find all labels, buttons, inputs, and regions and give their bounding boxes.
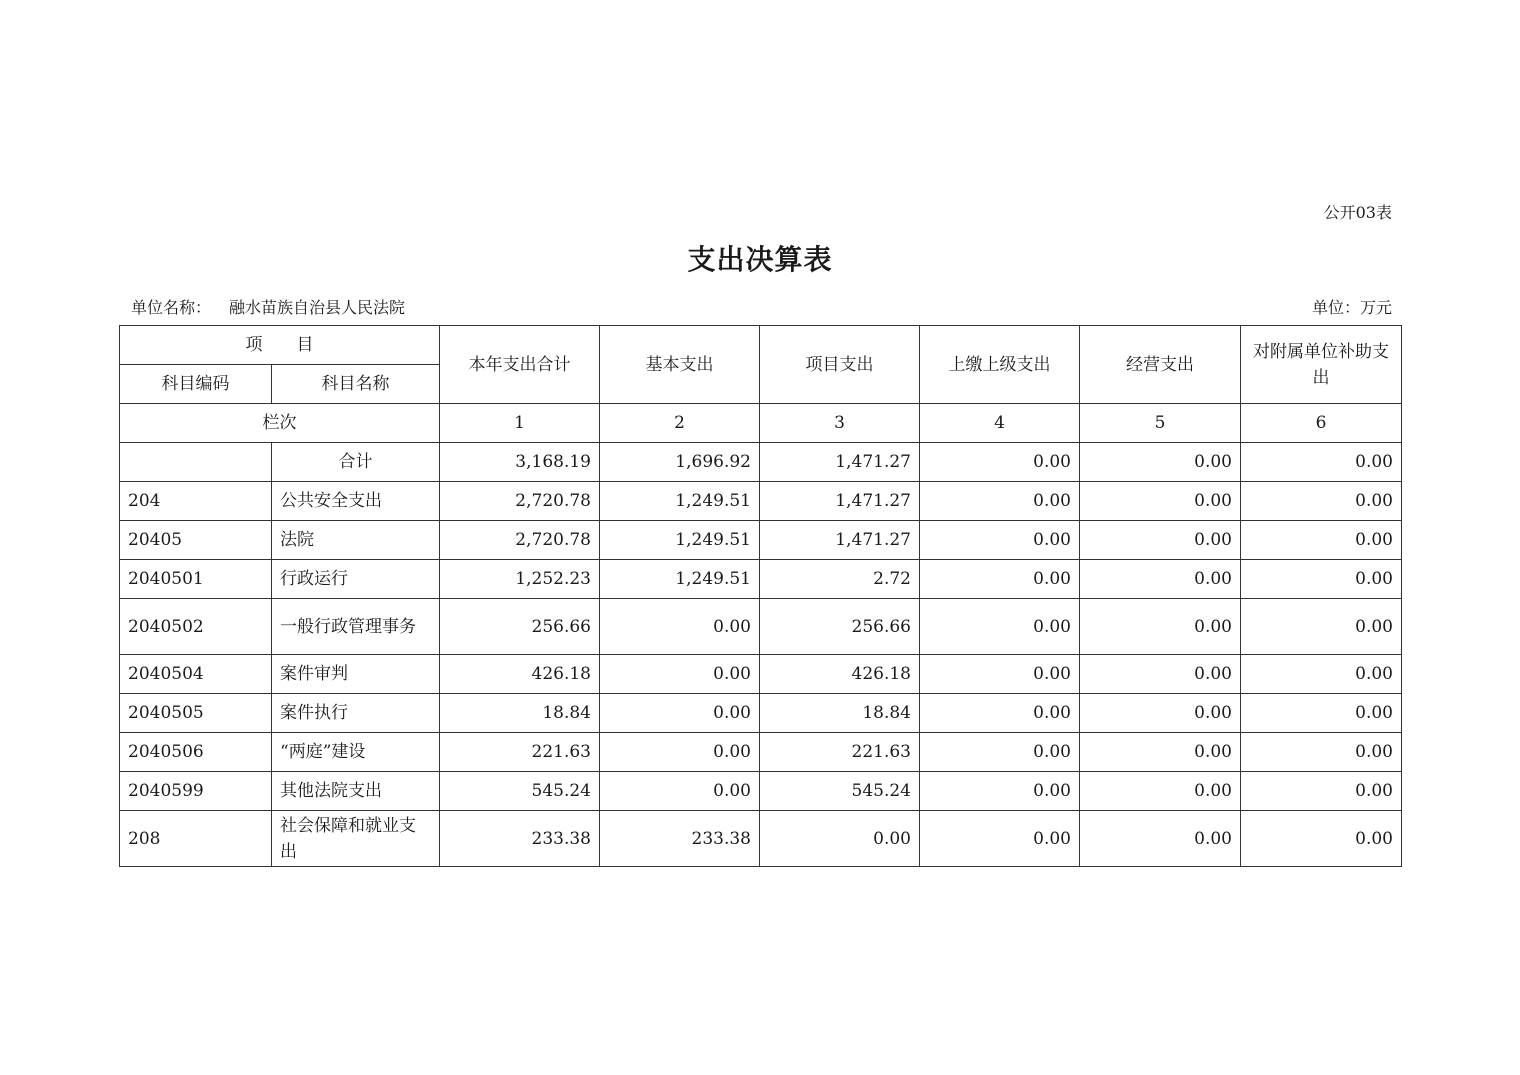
header-row-1	[120, 326, 1402, 365]
amount-cell: 0.00	[920, 733, 1080, 772]
subject-code: 204	[120, 482, 272, 521]
amount-cell: 0.00	[1241, 482, 1402, 521]
column-number-row	[120, 404, 1402, 443]
amount-cell: 18.84	[760, 694, 920, 733]
subject-code: 2040504	[120, 655, 272, 694]
amount-cell: 0.00	[1080, 655, 1241, 694]
amount-cell: 221.63	[760, 733, 920, 772]
subject-name: 行政运行	[272, 560, 440, 599]
amount-cell: 0.00	[1241, 521, 1402, 560]
subject-name: 案件执行	[272, 694, 440, 733]
amount-cell: 0.00	[1241, 655, 1402, 694]
amount-cell: 0.00	[600, 694, 760, 733]
amount-cell: 233.38	[440, 811, 600, 867]
subject-name: “两庭”建设	[272, 733, 440, 772]
amount-cell: 2.72	[760, 560, 920, 599]
subject-name: 案件审判	[272, 655, 440, 694]
subject-name: 法院	[272, 521, 440, 560]
amount-cell: 2,720.78	[440, 521, 600, 560]
header-project: 项 目	[120, 326, 440, 365]
unit-name-value: 融水苗族自治县人民法院	[229, 298, 406, 317]
subject-name: 社会保障和就业支出	[272, 811, 440, 867]
amount-cell: 0.00	[920, 599, 1080, 655]
expenditure-table	[119, 325, 1402, 867]
amount-cell: 0.00	[600, 772, 760, 811]
amount-cell: 256.66	[760, 599, 920, 655]
column-number: 6	[1241, 404, 1402, 443]
subject-code: 208	[120, 811, 272, 867]
amount-cell: 233.38	[600, 811, 760, 867]
amount-cell: 0.00	[1080, 811, 1241, 867]
subject-code: 2040506	[120, 733, 272, 772]
amount-cell: 0.00	[1241, 733, 1402, 772]
amount-cell: 0.00	[1241, 772, 1402, 811]
amount-cell: 0.00	[1241, 443, 1402, 482]
subject-name: 合计	[272, 443, 440, 482]
row-label: 栏次	[120, 404, 440, 443]
total-row	[120, 443, 1402, 482]
amount-cell: 1,252.23	[440, 560, 600, 599]
amount-cell: 0.00	[920, 521, 1080, 560]
amount-cell: 0.00	[600, 733, 760, 772]
amount-cell: 0.00	[920, 655, 1080, 694]
subject-code: 2040501	[120, 560, 272, 599]
amount-cell: 0.00	[1080, 733, 1241, 772]
table-row	[120, 521, 1402, 560]
header-name: 科目名称	[272, 365, 440, 404]
amount-cell: 0.00	[760, 811, 920, 867]
unit-name-label: 单位名称：	[131, 298, 212, 317]
amount-cell: 0.00	[1241, 694, 1402, 733]
amount-cell: 0.00	[600, 599, 760, 655]
amount-cell: 0.00	[1080, 482, 1241, 521]
amount-cell: 0.00	[920, 482, 1080, 521]
table-row	[120, 655, 1402, 694]
subject-name: 公共安全支出	[272, 482, 440, 521]
amount-cell: 0.00	[1080, 521, 1241, 560]
amount-cell: 0.00	[1080, 772, 1241, 811]
amount-cell: 1,249.51	[600, 560, 760, 599]
subject-code: 20405	[120, 521, 272, 560]
amount-cell: 256.66	[440, 599, 600, 655]
amount-cell: 0.00	[1080, 694, 1241, 733]
unit-name-line	[131, 295, 405, 318]
subject-code: 2040599	[120, 772, 272, 811]
amount-cell: 0.00	[920, 772, 1080, 811]
subject-code: 2040502	[120, 599, 272, 655]
subject-name: 其他法院支出	[272, 772, 440, 811]
amount-cell: 1,249.51	[600, 521, 760, 560]
column-number: 5	[1080, 404, 1241, 443]
amount-cell: 1,471.27	[760, 443, 920, 482]
amount-cell: 0.00	[1241, 811, 1402, 867]
column-number: 2	[600, 404, 760, 443]
header-code: 科目编码	[120, 365, 272, 404]
amount-cell: 0.00	[1080, 599, 1241, 655]
amount-cell: 0.00	[600, 655, 760, 694]
amount-cell: 545.24	[440, 772, 600, 811]
amount-cell: 2,720.78	[440, 482, 600, 521]
amount-cell: 1,471.27	[760, 482, 920, 521]
table-row	[120, 811, 1402, 867]
table-row	[120, 772, 1402, 811]
table-row	[120, 733, 1402, 772]
table-row	[120, 560, 1402, 599]
column-number: 3	[760, 404, 920, 443]
form-number: 公开03表	[1323, 203, 1392, 222]
amount-cell: 426.18	[440, 655, 600, 694]
amount-cell: 0.00	[1080, 443, 1241, 482]
header-col-basic: 基本支出	[600, 326, 760, 404]
header-col-project: 项目支出	[760, 326, 920, 404]
header-col-operating: 经营支出	[1080, 326, 1241, 404]
table-row	[120, 694, 1402, 733]
table-row	[120, 599, 1402, 655]
subject-code: 2040505	[120, 694, 272, 733]
amount-cell: 0.00	[920, 443, 1080, 482]
amount-cell: 0.00	[920, 560, 1080, 599]
amount-cell: 545.24	[760, 772, 920, 811]
amount-cell: 1,471.27	[760, 521, 920, 560]
header-col-subsidy: 对附属单位补助支出	[1241, 326, 1402, 404]
amount-cell: 426.18	[760, 655, 920, 694]
amount-cell: 0.00	[1241, 560, 1402, 599]
currency-unit: 单位：万元	[1311, 298, 1392, 317]
header-col-total: 本年支出合计	[440, 326, 600, 404]
amount-cell: 18.84	[440, 694, 600, 733]
amount-cell: 1,249.51	[600, 482, 760, 521]
subject-code	[120, 443, 272, 482]
subject-name: 一般行政管理事务	[272, 599, 440, 655]
header-col-remit: 上缴上级支出	[920, 326, 1080, 404]
amount-cell: 3,168.19	[440, 443, 600, 482]
amount-cell: 0.00	[1241, 599, 1402, 655]
amount-cell: 0.00	[920, 694, 1080, 733]
table-row	[120, 482, 1402, 521]
amount-cell: 0.00	[920, 811, 1080, 867]
amount-cell: 1,696.92	[600, 443, 760, 482]
column-number: 1	[440, 404, 600, 443]
amount-cell: 0.00	[1080, 560, 1241, 599]
column-number: 4	[920, 404, 1080, 443]
page-title: 支出决算表	[687, 243, 833, 276]
amount-cell: 221.63	[440, 733, 600, 772]
